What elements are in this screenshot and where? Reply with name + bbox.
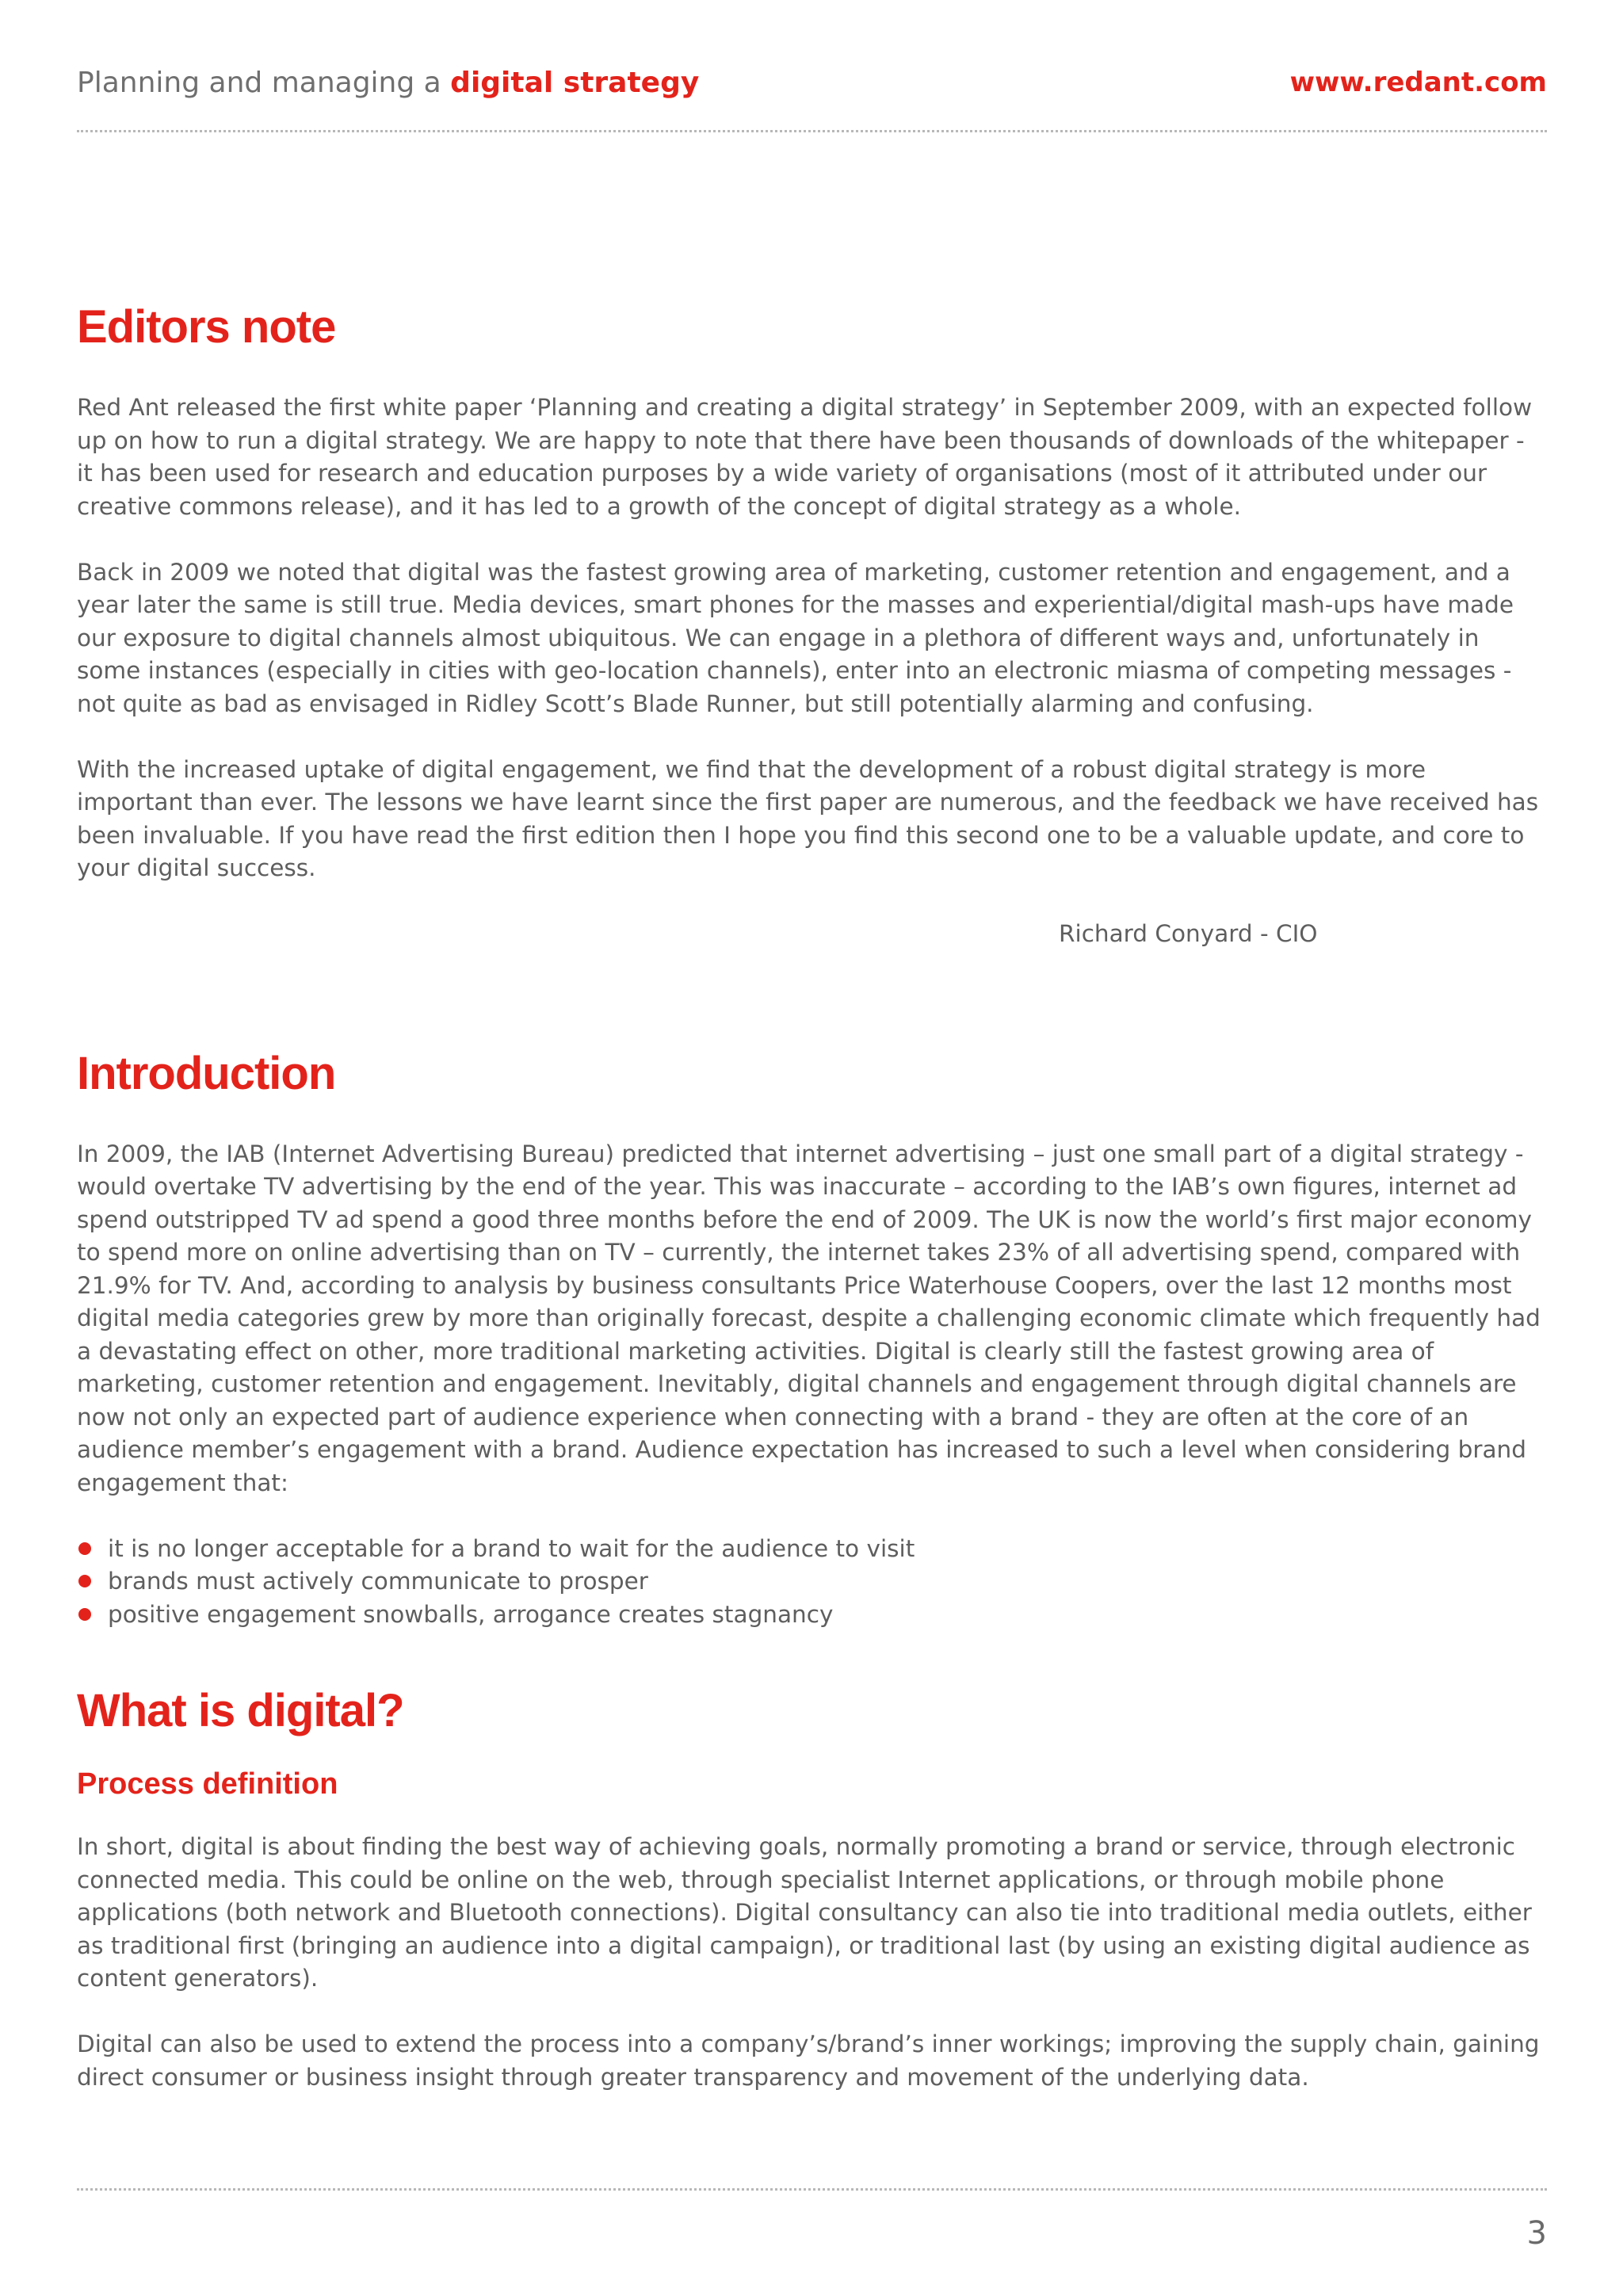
editors-note-paragraph: With the increased uptake of digital engagement, we find that the development of a robust digital strategy is more important than ever. The lessons we have learnt since the first paper are numerous, and the feedback we have received has been invaluable. If you have read the first edition then I hope you find this second one to be a valuable update, and core to your digital success. [77,755,1539,881]
editors-note-section [77,300,1547,951]
introduction-paragraph: In 2009, the IAB (Internet Advertising Bureau) predicted that internet advertising – just one small part of a digital strategy - would overtake TV advertising by the end of the year. This was inaccurate – according to the IAB’s own figures, internet ad spend outstripped TV ad spend a good three months before the end of 2009. The UK is now the world’s first major economy to spend more on online advertising than on TV – currently, the internet takes 23% of all advertising spend, compared with 21.9% for TV. And, according to analysis by business consultants Price Waterhouse Coopers, over the last 12 months most digital media categories grew by more than originally forecast, despite a challenging economic climate which frequently had a devastating effect on other, more traditional marketing activities. Digital is clearly still the fastest growing area of marketing, customer retention and engagement. Inevitably, digital channels and engagement through digital channels are now not only an expected part of audience experience when connecting with a brand - they are often at the core of an audience member’s engagement with a brand. Audience expectation has increased to such a level when considering brand engagement that: [77,1140,1541,1496]
list-item [77,1565,1547,1599]
introduction-section [77,1046,1547,1632]
page-content [77,300,1547,2094]
what-is-digital-heading: What is digital? [77,1685,404,1736]
footer-divider [77,2188,1547,2191]
editors-note-paragraph: Back in 2009 we noted that digital was the fastest growing area of marketing, customer retention and engagement, and a year later the same is still true. Media devices, smart phones for the masses and experiential/digital mash-ups have made our exposure to digital channels almost ubiquitous. We can engage in a plethora of different ways and, unfortunately in some instances (especially in cities with geo-location channels), enter into an electronic miasma of competing messages - not quite as bad as envisaged in Ridley Scott’s Blade Runner, but still potentially alarming and confusing. [77,558,1514,717]
editors-note-heading: Editors note [77,301,336,353]
document-title-accent: digital strategy [450,67,700,99]
bullet-text: brands must actively communicate to prosper [108,1568,648,1595]
document-title [77,67,699,99]
page-number: 3 [1526,2215,1547,2252]
header-divider [77,130,1547,132]
bullet-text: it is no longer acceptable for a brand to wait for the audience to visit [108,1534,915,1562]
introduction-heading: Introduction [77,1047,336,1099]
document-title-prefix: Planning and managing a [77,67,451,99]
list-item [77,1599,1547,1632]
what-is-digital-paragraph: Digital can also be used to extend the process into a company’s/brand’s inner workings; improving the supply chain, gaining direct consumer or business insight through greater transparency and movement of the underlying data. [77,2030,1540,2091]
bullet-icon [78,1542,91,1555]
page-header [77,67,1547,106]
bullet-icon [78,1575,91,1587]
list-item [77,1533,1547,1566]
what-is-digital-section [77,1683,1547,2094]
introduction-bullet-list [77,1533,1547,1632]
what-is-digital-paragraph: In short, digital is about finding the best way of achieving goals, normally promoting a brand or service, through electronic connected media. This could be online on the web, through specialist Internet applications, or through mobile phone applications (both network and Bluetooth connections). Digital consultancy can also tie into traditional media outlets, either as traditional first (bringing an audience into a digital campaign), or traditional last (by using an existing digital audience as content generators). [77,1833,1532,1992]
bullet-text: positive engagement snowballs, arrogance creates stagnancy [108,1600,834,1628]
signature: Richard Conyard - CIO [1059,920,1318,947]
website-link[interactable]: www.redant.com [1289,67,1547,98]
editors-note-paragraph: Red Ant released the first white paper ‘Planning and creating a digital strategy’ in September 2009, with an expected follow up on how to run a digital strategy. We are happy to note that there have been thousands of downloads of the whitepaper - it has been used for research and education purposes by a wide variety of organisations (most of it attributed under our creative commons release), and it has led to a growth of the concept of digital strategy as a whole. [77,394,1533,520]
bullet-icon [78,1608,91,1621]
process-definition-subheading: Process definition [77,1767,338,1801]
